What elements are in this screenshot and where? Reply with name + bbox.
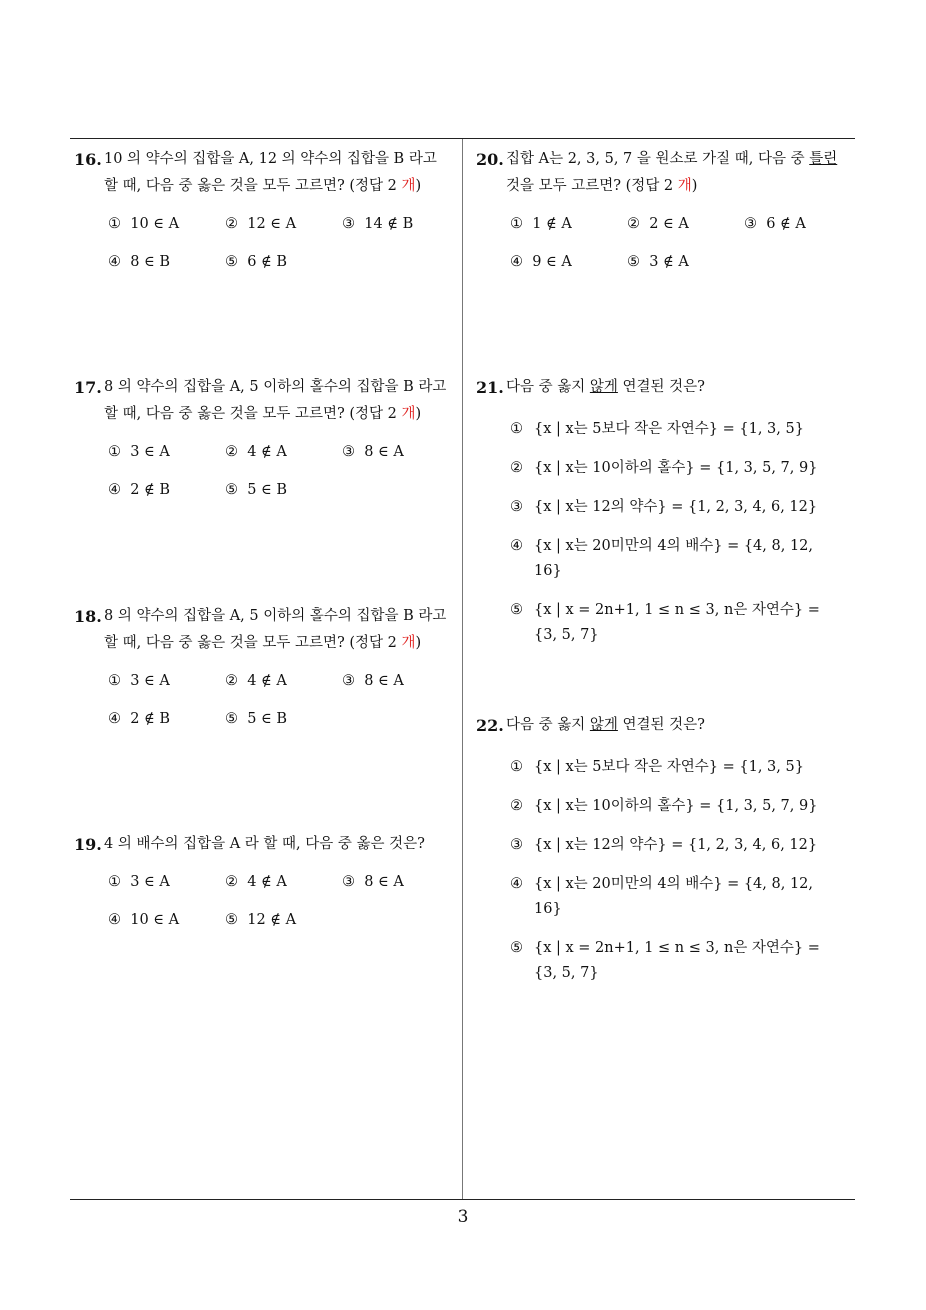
question-suffix: ) xyxy=(691,178,698,194)
choice-1[interactable]: ① 1 ∉ A xyxy=(510,216,572,232)
question-text-line-2: 할 때, 다음 중 옳은 것을 모두 고르면? (정답 2 xyxy=(104,406,402,422)
question-text-line-2: 것을 모두 고르면? (정답 2 xyxy=(506,178,678,194)
question-text-line-2: 할 때, 다음 중 옳은 것을 모두 고르면? (정답 2 xyxy=(104,178,402,194)
choice-2[interactable]: ② 4 ∉ A xyxy=(225,874,287,890)
choice-list xyxy=(70,874,460,950)
choice-3[interactable]: ③ 8 ∈ A xyxy=(342,444,404,460)
question-number: 20. xyxy=(476,150,504,169)
choice-4[interactable]: ④ 9 ∈ A xyxy=(510,254,572,270)
bottom-rule xyxy=(70,1199,855,1200)
choice-5[interactable]: ⑤ 12 ∉ A xyxy=(225,912,297,928)
question-20 xyxy=(472,146,864,292)
question-text-after: 연결된 것은? xyxy=(617,379,705,395)
choice-4[interactable]: ④ 2 ∉ B xyxy=(108,482,171,498)
choice-list xyxy=(70,673,460,749)
question-16 xyxy=(70,146,460,292)
question-number: 16. xyxy=(74,150,102,169)
question-17 xyxy=(70,374,460,520)
choice-2[interactable]: ② 4 ∉ A xyxy=(225,673,287,689)
question-text-line-1: 10 의 약수의 집합을 A, 12 의 약수의 집합을 B 라고 xyxy=(104,151,437,167)
question-18 xyxy=(70,603,460,749)
choice-2[interactable]: ② 4 ∉ A xyxy=(225,444,287,460)
choice-5[interactable]: ⑤ 5 ∈ B xyxy=(225,711,288,727)
question-number: 18. xyxy=(74,607,102,626)
question-text-line-1: 8 의 약수의 집합을 A, 5 이하의 홀수의 집합을 B 라고 xyxy=(104,379,447,395)
choice-4[interactable]: ④ {x | x는 20미만의 4의 배수} = {4, 8, 12, 16} xyxy=(510,538,814,579)
question-19 xyxy=(70,831,460,950)
choice-list xyxy=(70,216,460,292)
choice-3[interactable]: ③ {x | x는 12의 약수} = {1, 2, 3, 4, 6, 12} xyxy=(510,837,818,853)
choice-3[interactable]: ③ 14 ∉ B xyxy=(342,216,414,232)
question-text-after: 연결된 것은? xyxy=(617,717,705,733)
question-text-line-2: 할 때, 다음 중 옳은 것을 모두 고르면? (정답 2 xyxy=(104,635,402,651)
question-suffix: ) xyxy=(415,406,422,422)
answer-count: 개 xyxy=(401,635,416,651)
question-text-line-1: 4 의 배수의 집합을 A 라 할 때, 다음 중 옳은 것은? xyxy=(104,836,425,852)
page-number: 3 xyxy=(457,1207,469,1227)
choice-list xyxy=(472,417,864,648)
answer-count: 개 xyxy=(677,178,692,194)
choice-2[interactable]: ② {x | x는 10이하의 홀수} = {1, 3, 5, 7, 9} xyxy=(510,798,818,814)
choice-5[interactable]: ⑤ {x | x = 2n+1, 1 ≤ n ≤ 3, n은 자연수} = {3, 5, 7} xyxy=(510,602,820,643)
question-suffix: ) xyxy=(415,635,422,651)
choice-2[interactable]: ② 12 ∈ A xyxy=(225,216,297,232)
choice-3[interactable]: ③ 6 ∉ A xyxy=(744,216,806,232)
choice-4[interactable]: ④ 10 ∈ A xyxy=(108,912,180,928)
question-number: 22. xyxy=(476,716,504,735)
choice-5[interactable]: ⑤ 6 ∉ B xyxy=(225,254,288,270)
choice-2[interactable]: ② 2 ∈ A xyxy=(627,216,689,232)
choice-1[interactable]: ① 3 ∈ A xyxy=(108,673,170,689)
choice-3[interactable]: ③ {x | x는 12의 약수} = {1, 2, 3, 4, 6, 12} xyxy=(510,499,818,515)
question-number: 21. xyxy=(476,378,504,397)
question-22 xyxy=(472,712,864,1000)
choice-1[interactable]: ① 3 ∈ A xyxy=(108,874,170,890)
choice-list xyxy=(70,444,460,520)
choice-5[interactable]: ⑤ 5 ∈ B xyxy=(225,482,288,498)
choice-4[interactable]: ④ 8 ∈ B xyxy=(108,254,171,270)
choice-4[interactable]: ④ {x | x는 20미만의 4의 배수} = {4, 8, 12, 16} xyxy=(510,876,814,917)
underlined-keyword: 않게 xyxy=(589,717,618,733)
question-text-before: 다음 중 옳지 xyxy=(506,717,590,733)
question-suffix: ) xyxy=(415,178,422,194)
question-number: 17. xyxy=(74,378,102,397)
choice-3[interactable]: ③ 8 ∈ A xyxy=(342,673,404,689)
choice-4[interactable]: ④ 2 ∉ B xyxy=(108,711,171,727)
choice-list xyxy=(472,216,864,292)
question-text-line-1: 8 의 약수의 집합을 A, 5 이하의 홀수의 집합을 B 라고 xyxy=(104,608,447,624)
choice-1[interactable]: ① 10 ∈ A xyxy=(108,216,180,232)
choice-1[interactable]: ① {x | x는 5보다 작은 자연수} = {1, 3, 5} xyxy=(510,759,804,775)
question-text-before: 다음 중 옳지 xyxy=(506,379,590,395)
choice-1[interactable]: ① {x | x는 5보다 작은 자연수} = {1, 3, 5} xyxy=(510,421,804,437)
question-text-line-1: 집합 A는 2, 3, 5, 7 을 원소로 가질 때, 다음 중 xyxy=(506,151,810,167)
choice-1[interactable]: ① 3 ∈ A xyxy=(108,444,170,460)
answer-count: 개 xyxy=(401,406,416,422)
underlined-keyword: 틀린 xyxy=(809,151,838,167)
question-21 xyxy=(472,374,864,662)
choice-2[interactable]: ② {x | x는 10이하의 홀수} = {1, 3, 5, 7, 9} xyxy=(510,460,818,476)
question-number: 19. xyxy=(74,835,102,854)
choice-3[interactable]: ③ 8 ∈ A xyxy=(342,874,404,890)
answer-count: 개 xyxy=(401,178,416,194)
choice-list xyxy=(472,755,864,986)
column-divider xyxy=(462,139,463,1199)
underlined-keyword: 않게 xyxy=(589,379,618,395)
choice-5[interactable]: ⑤ {x | x = 2n+1, 1 ≤ n ≤ 3, n은 자연수} = {3, 5, 7} xyxy=(510,940,820,981)
choice-5[interactable]: ⑤ 3 ∉ A xyxy=(627,254,689,270)
